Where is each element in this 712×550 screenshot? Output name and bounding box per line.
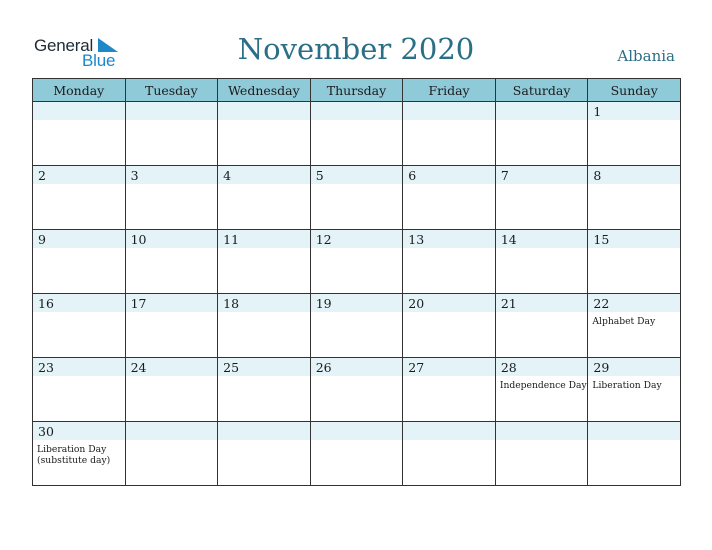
holiday-label: Alphabet Day	[592, 316, 656, 327]
day-number: 10	[130, 232, 147, 247]
day-cell[interactable]	[588, 294, 681, 358]
calendar-grid	[32, 78, 681, 486]
day-cell[interactable]	[495, 102, 588, 166]
day-cell[interactable]	[495, 422, 588, 486]
day-header-band	[126, 166, 218, 184]
day-cell[interactable]	[588, 230, 681, 294]
week-row	[33, 102, 681, 166]
day-number: 3	[130, 168, 139, 183]
week-row	[33, 294, 681, 358]
day-cell[interactable]	[403, 358, 496, 422]
weekday-sunday: Sunday	[588, 79, 681, 102]
day-cell[interactable]	[33, 166, 126, 230]
holiday-label: Liberation Day	[592, 380, 662, 391]
day-cell[interactable]	[495, 294, 588, 358]
logo-word-blue: Blue	[82, 51, 116, 70]
day-header-band	[588, 422, 680, 440]
day-header-band	[33, 166, 125, 184]
day-header-band	[218, 166, 310, 184]
day-cell[interactable]	[588, 166, 681, 230]
day-cell[interactable]	[125, 358, 218, 422]
day-number: 15	[593, 232, 610, 247]
day-cell[interactable]	[403, 166, 496, 230]
weekday-friday: Friday	[403, 79, 496, 102]
holiday-label: Liberation Day (substitute day)	[37, 444, 111, 466]
day-header-band	[33, 230, 125, 248]
day-number: 6	[408, 168, 417, 183]
day-cell[interactable]	[310, 230, 403, 294]
day-cell[interactable]	[33, 358, 126, 422]
day-cell[interactable]	[495, 230, 588, 294]
day-number: 26	[315, 360, 332, 375]
day-number: 20	[408, 296, 425, 311]
day-number: 22	[593, 296, 610, 311]
day-cell[interactable]	[33, 230, 126, 294]
day-cell[interactable]	[125, 230, 218, 294]
day-cell[interactable]	[218, 422, 311, 486]
day-number: 14	[500, 232, 517, 247]
day-header-band	[496, 166, 588, 184]
weekday-saturday: Saturday	[495, 79, 588, 102]
day-header-band	[218, 422, 310, 440]
weekday-header-row	[33, 79, 681, 102]
day-cell[interactable]	[403, 422, 496, 486]
day-cell[interactable]	[495, 358, 588, 422]
day-number: 21	[500, 296, 517, 311]
day-header-band	[33, 102, 125, 120]
day-number: 2	[38, 168, 46, 183]
country-label: Albania	[617, 47, 675, 65]
day-header-band	[311, 422, 403, 440]
day-cell[interactable]	[125, 294, 218, 358]
day-header-band	[403, 166, 495, 184]
day-number: 7	[500, 168, 509, 183]
day-cell[interactable]	[403, 294, 496, 358]
day-number: 4	[223, 168, 232, 183]
day-number: 28	[500, 360, 517, 375]
weekday-monday: Monday	[33, 79, 126, 102]
day-number: 9	[38, 232, 46, 247]
day-number: 24	[130, 360, 147, 375]
day-cell[interactable]	[495, 166, 588, 230]
weekday-tuesday: Tuesday	[125, 79, 218, 102]
day-header-band	[311, 102, 403, 120]
day-number: 18	[223, 296, 240, 311]
day-header-band	[126, 422, 218, 440]
day-cell[interactable]	[33, 102, 126, 166]
day-cell[interactable]	[218, 166, 311, 230]
day-header-band	[496, 102, 588, 120]
day-cell[interactable]	[218, 358, 311, 422]
week-row	[33, 422, 681, 486]
day-cell[interactable]	[310, 294, 403, 358]
day-number: 11	[223, 232, 240, 247]
day-number: 1	[593, 104, 602, 119]
day-cell[interactable]	[218, 230, 311, 294]
weekday-wednesday: Wednesday	[218, 79, 311, 102]
week-row	[33, 358, 681, 422]
day-cell[interactable]	[403, 102, 496, 166]
day-number: 13	[408, 232, 425, 247]
logo-word-general: General	[34, 36, 94, 55]
day-number: 27	[408, 360, 425, 375]
day-header-band	[311, 166, 403, 184]
day-number: 25	[223, 360, 240, 375]
day-number: 5	[315, 168, 324, 183]
week-row	[33, 230, 681, 294]
calendar-title: November 2020	[237, 32, 475, 66]
day-header-band	[403, 102, 495, 120]
day-header-band	[403, 422, 495, 440]
day-cell[interactable]	[218, 102, 311, 166]
day-cell[interactable]	[310, 166, 403, 230]
weekday-thursday: Thursday	[310, 79, 403, 102]
day-number: 17	[130, 296, 147, 311]
day-cell[interactable]	[310, 358, 403, 422]
day-header-band	[496, 422, 588, 440]
week-row	[33, 166, 681, 230]
day-cell[interactable]	[33, 294, 126, 358]
day-cell[interactable]	[588, 422, 681, 486]
holiday-label: Independence Day	[499, 380, 587, 391]
day-header-band	[218, 102, 310, 120]
day-cell[interactable]	[125, 166, 218, 230]
day-cell[interactable]	[310, 102, 403, 166]
day-cell[interactable]	[33, 422, 126, 486]
day-cell[interactable]	[310, 422, 403, 486]
day-header-band	[126, 102, 218, 120]
day-cell[interactable]	[218, 294, 311, 358]
day-header-band	[588, 166, 680, 184]
day-number: 12	[315, 232, 332, 247]
day-cell[interactable]	[125, 422, 218, 486]
day-cell[interactable]	[588, 102, 681, 166]
day-number: 29	[593, 360, 610, 375]
day-cell[interactable]	[588, 358, 681, 422]
day-number: 16	[38, 296, 54, 311]
day-cell[interactable]	[403, 230, 496, 294]
day-header-band	[588, 102, 680, 120]
day-number: 23	[38, 360, 54, 375]
day-number: 19	[315, 296, 332, 311]
day-cell[interactable]	[125, 102, 218, 166]
day-number: 8	[593, 168, 602, 183]
day-number: 30	[38, 424, 54, 439]
